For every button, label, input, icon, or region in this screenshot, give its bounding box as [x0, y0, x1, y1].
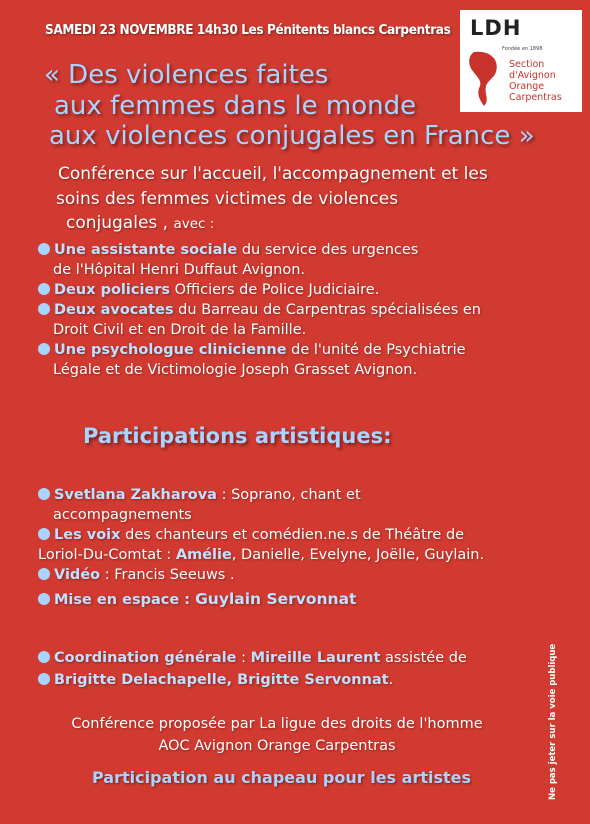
- bullet-icon: [38, 651, 50, 663]
- artist-item: Svetlana Zakharova : Soprano, chant et: [38, 485, 484, 505]
- coordination-item: Coordination générale : Mireille Laurent assistée de: [38, 648, 467, 668]
- bullet-icon: [38, 673, 50, 685]
- logo-founded: Fondée en 1898: [502, 46, 543, 52]
- artist-item: Mise en espace : Guylain Servonnat: [38, 589, 484, 610]
- speaker-item: Une psychologue clinicienne de l'unité de Psychiatrie: [38, 340, 481, 360]
- bullet-icon: [38, 528, 50, 540]
- artist-item: Vidéo : Francis Seeuws .: [38, 565, 484, 585]
- chapeau-note: Participation au chapeau pour les artistes: [92, 768, 472, 787]
- footer-organizer: Conférence proposée par La ligue des droits de l'homme AOC Avignon Orange Carpentras: [71, 716, 483, 754]
- intro-line-1: Conférence sur l'accueil, l'accompagnement et les: [58, 164, 488, 184]
- ldh-logo: [460, 10, 582, 112]
- bullet-icon: [38, 243, 50, 255]
- speaker-item-cont: Droit Civil et en Droit de la Famille.: [53, 322, 307, 338]
- artistic-section-title: Participations artistiques:: [83, 424, 392, 448]
- title-line-3: aux violences conjugales en France »: [49, 121, 535, 151]
- speaker-item-cont: de l'Hôpital Henri Duffaut Avignon.: [53, 262, 306, 278]
- speaker-item: Deux policiers Officiers de Police Judiciaire.: [38, 280, 481, 300]
- artist-list: [38, 485, 484, 610]
- phrygian-cap-icon: [466, 48, 506, 108]
- logo-section-text: Section d'Avignon Orange Carpentras: [509, 59, 562, 103]
- title-line-1: « Des violences faites: [44, 60, 329, 90]
- speaker-item-cont: Légale et de Victimologie Joseph Grasset Avignon.: [53, 362, 418, 378]
- intro-line-3: conjugales , avec :: [66, 213, 215, 233]
- bullet-icon: [38, 343, 50, 355]
- bullet-icon: [38, 593, 50, 605]
- event-date-header: SAMEDI 23 NOVEMBRE 14h30 Les Pénitents blancs Carpentras: [45, 22, 451, 38]
- vertical-disclaimer: Ne pas jeter sur la voie publique: [548, 643, 558, 800]
- artist-item-cont: accompagnements: [53, 507, 192, 523]
- title-line-2: aux femmes dans le monde: [54, 91, 417, 121]
- bullet-icon: [38, 303, 50, 315]
- speaker-list: [38, 240, 481, 380]
- artist-item-cont: Loriol-Du-Comtat : Amélie, Danielle, Evelyne, Joëlle, Guylain.: [38, 547, 485, 563]
- coordination-item: Brigitte Delachapelle, Brigitte Servonnat.: [38, 670, 467, 690]
- coordination-list: [38, 648, 467, 690]
- bullet-icon: [38, 568, 50, 580]
- speaker-item: Deux avocates du Barreau de Carpentras spécialisées en: [38, 300, 481, 320]
- bullet-icon: [38, 283, 50, 295]
- bullet-icon: [38, 488, 50, 500]
- artist-item: Les voix des chanteurs et comédien.ne.s de Théâtre de: [38, 525, 484, 545]
- logo-name: LDH: [470, 16, 522, 40]
- intro-line-2: soins des femmes victimes de violences: [56, 189, 399, 209]
- speaker-item: Une assistante sociale du service des urgences: [38, 240, 481, 260]
